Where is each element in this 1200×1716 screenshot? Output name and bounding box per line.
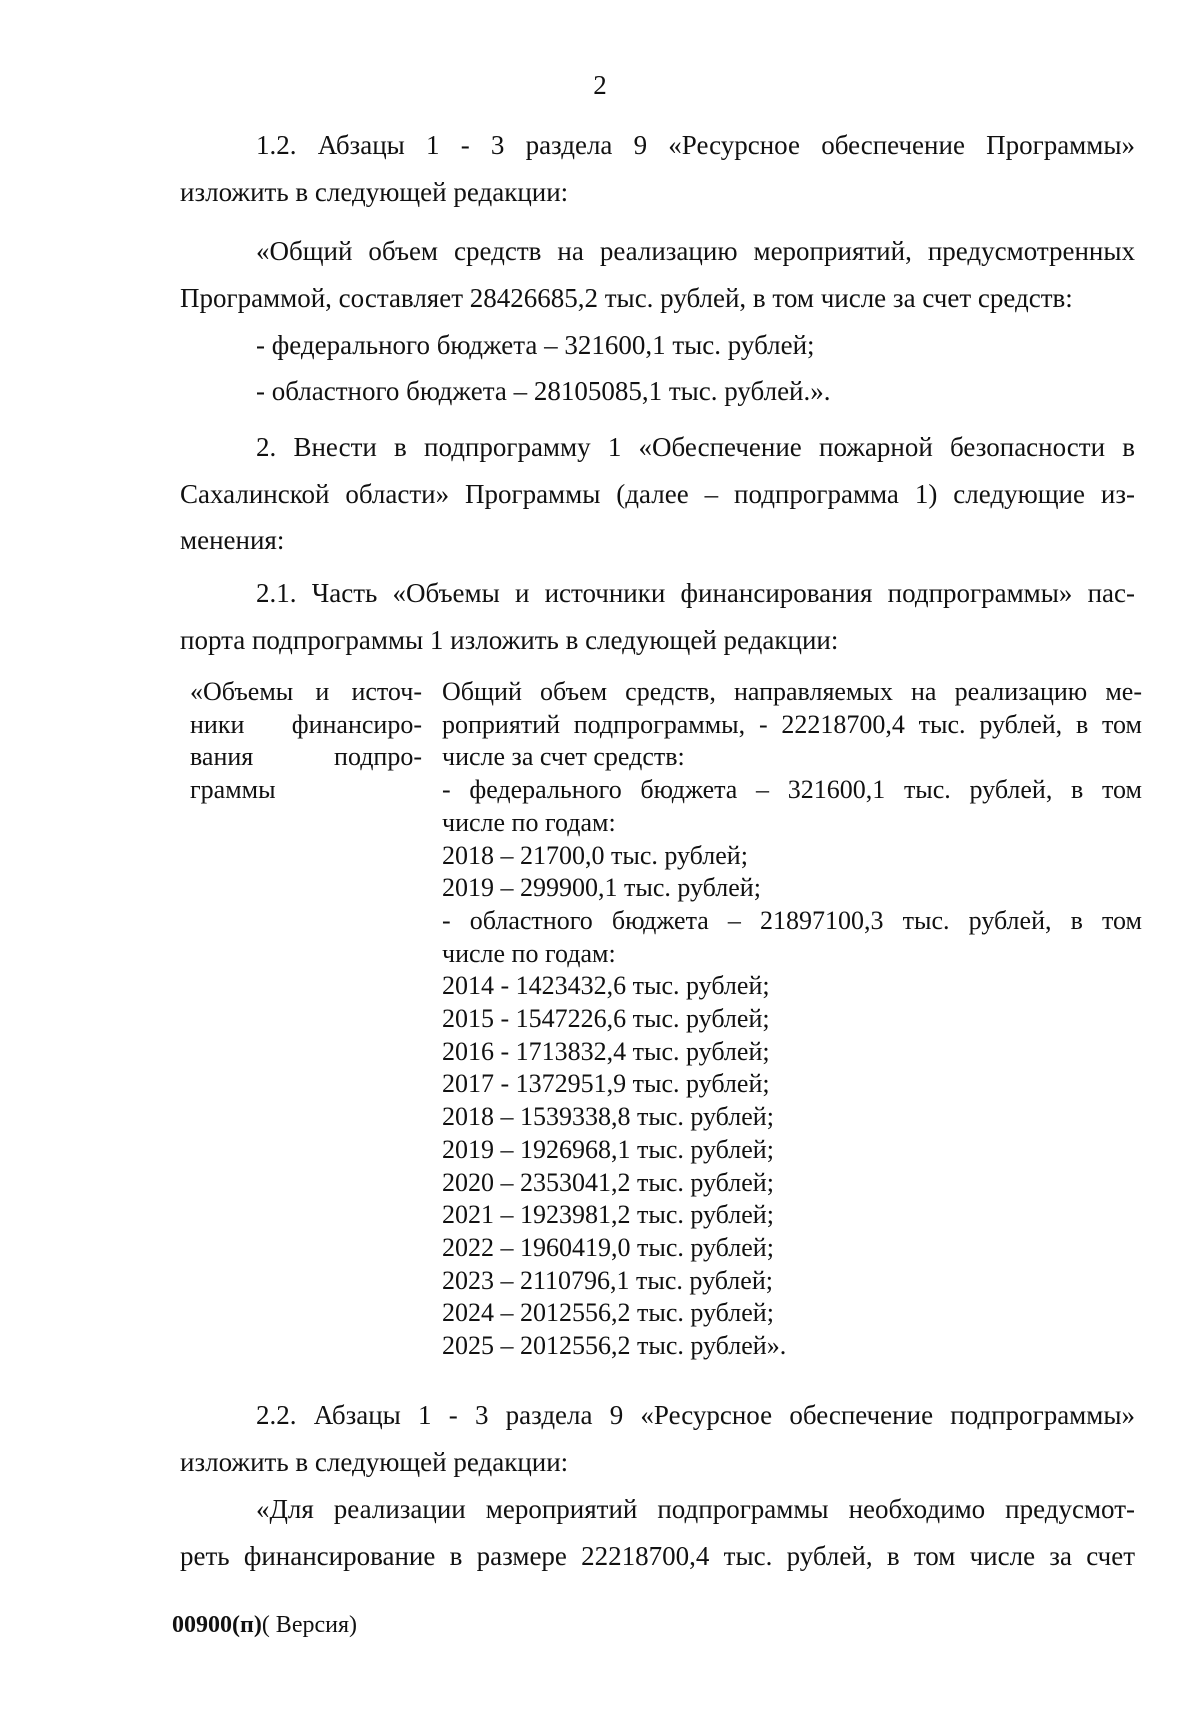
left-line: ники финансиро-: [190, 709, 422, 739]
intro-line: роприятий подпрограммы, - 22218700,4 тыс. рублей, в том: [442, 709, 1142, 739]
regional-year: 2017 - 1372951,9 тыс. рублей;: [442, 1069, 770, 1099]
section-2-line2: Сахалинской области» Программы (далее – подпрограмма 1) следующие из-: [180, 478, 1135, 509]
federal-line: - федерального бюджета – 321600,1 тыс. рублей;: [256, 330, 815, 360]
sub-quote-line2: реть финансирование в размере 22218700,4 тыс. рублей, в том числе за счет: [180, 1540, 1135, 1571]
regional-line: - областного бюджета – 21897100,3 тыс. рублей, в том: [442, 905, 1142, 935]
paragraph-1-2: [180, 122, 1135, 215]
left-line: граммы: [190, 775, 276, 805]
left-line: «Объемы и источ-: [190, 677, 422, 706]
paragraph-regional: [180, 368, 1135, 415]
intro-line: числе за счет средств:: [442, 742, 685, 772]
regional-year: 2019 – 1926968,1 тыс. рублей;: [442, 1134, 774, 1164]
section-2-line3: менения:: [180, 525, 285, 555]
page-number: 2: [593, 70, 607, 100]
section-2-1-line2: порта подпрограммы 1 изложить в следующей редакции:: [180, 624, 839, 655]
left-line: вания подпро-: [190, 742, 422, 772]
regional-year: 2014 - 1423432,6 тыс. рублей;: [442, 971, 770, 1001]
regional-year: 2020 – 2353041,2 тыс. рублей;: [442, 1167, 774, 1197]
document-code: 00900(п): [172, 1612, 262, 1638]
paragraph-sub-quote: [180, 1486, 1135, 1579]
regional-year: 2023 – 2110796,1 тыс. рублей;: [442, 1265, 773, 1295]
federal-year: 2019 – 299900,1 тыс. рублей;: [442, 873, 761, 903]
regional-year: 2024 – 2012556,2 тыс. рублей;: [442, 1298, 774, 1328]
section-2-2-line2: изложить в следующей редакции:: [180, 1446, 569, 1477]
paragraph-2-2: [180, 1392, 1135, 1485]
paragraph-federal: [180, 322, 1135, 369]
section-2-1-line1: 2.1. Часть «Объемы и источники финансирования подпрограммы» пас-: [256, 578, 1135, 608]
table-left-cell: [190, 676, 422, 807]
regional-year: 2018 – 1539338,8 тыс. рублей;: [442, 1102, 774, 1132]
federal-line: числе по годам:: [442, 807, 616, 837]
regional-year: 2016 - 1713832,4 тыс. рублей;: [442, 1036, 770, 1066]
paragraph-total-quote: [180, 228, 1135, 321]
section-2-line1: 2. Внести в подпрограмму 1 «Обеспечение пожарной безопасности в: [256, 432, 1135, 462]
paragraph-2: [180, 424, 1135, 564]
paragraph-2-1: [180, 570, 1135, 663]
sub-quote-line1: «Для реализации мероприятий подпрограммы необходимо предусмот-: [256, 1494, 1135, 1524]
regional-line: числе по годам:: [442, 938, 616, 968]
paragraph-1-2-line1: 1.2. Абзацы 1 - 3 раздела 9 «Ресурсное обеспечение Программы»: [256, 130, 1135, 160]
section-2-2-line1: 2.2. Абзацы 1 - 3 раздела 9 «Ресурсное обеспечение подпрограммы»: [256, 1400, 1135, 1430]
paragraph-1-2-line2: изложить в следующей редакции:: [180, 176, 569, 207]
document-footer: [172, 1612, 357, 1639]
intro-line: Общий объем средств, направляемых на реализацию ме-: [442, 677, 1142, 706]
document-version: ( Версия): [261, 1612, 357, 1638]
regional-year: 2025 – 2012556,2 тыс. рублей».: [442, 1331, 787, 1361]
federal-line: - федерального бюджета – 321600,1 тыс. рублей, в том: [442, 775, 1142, 805]
regional-year: 2021 – 1923981,2 тыс. рублей;: [442, 1200, 774, 1230]
table-right-cell: [442, 676, 1142, 1363]
total-quote-line2: Программой, составляет 28426685,2 тыс. рублей, в том числе за счет средств:: [180, 282, 1073, 313]
regional-line: - областного бюджета – 28105085,1 тыс. рублей.».: [256, 376, 831, 406]
federal-year: 2018 – 21700,0 тыс. рублей;: [442, 840, 748, 870]
total-quote-line1: «Общий объем средств на реализацию мероприятий, предусмотренных: [256, 236, 1135, 266]
regional-year: 2022 – 1960419,0 тыс. рублей;: [442, 1232, 774, 1262]
regional-year: 2015 - 1547226,6 тыс. рублей;: [442, 1004, 770, 1034]
